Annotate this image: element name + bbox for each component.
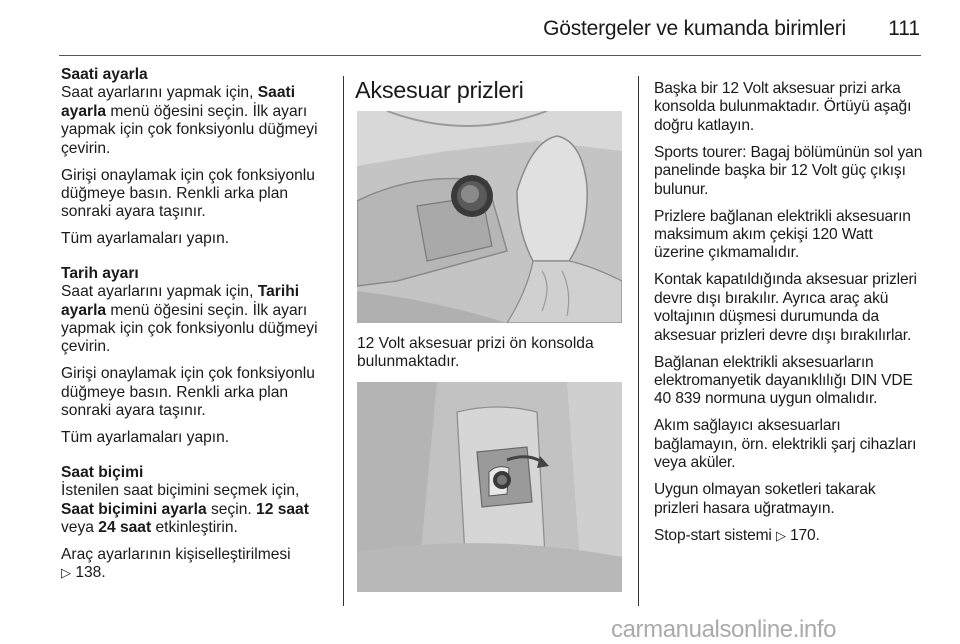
figure-rear-socket	[357, 382, 622, 592]
tarih-ayari-block	[61, 265, 331, 357]
paragraph: Prizlere bağlanan elektrikli aksesuarın maksimum akım çekişi 120 Watt üzerine çıkmamalıdır.	[654, 207, 911, 262]
option-term: 24 saat	[98, 518, 152, 536]
saati-ayarla-heading: Saati ayarla	[61, 66, 148, 83]
text: etkinleştirin.	[151, 518, 238, 536]
cross-reference	[654, 527, 924, 546]
page-reference-arrow-icon: ▷	[61, 566, 71, 582]
figure-front-socket	[357, 111, 622, 323]
paragraph: Tüm ayarlamaları yapın.	[61, 429, 230, 447]
paragraph: Uygun olmayan soketleri takarak prizleri hasara uğratmayın.	[654, 481, 876, 517]
header-divider	[59, 55, 921, 56]
text: seçin.	[206, 500, 257, 518]
page-header-title: Göstergeler ve kumanda birimleri	[543, 17, 846, 40]
tarih-ayari-heading: Tarih ayarı	[61, 264, 139, 282]
watermark: carmanualsonline.info	[611, 616, 837, 643]
column-left	[61, 66, 331, 592]
menu-term: Saat biçimini ayarla	[61, 500, 207, 518]
paragraph: Kontak kapatıldığında aksesuar prizleri devre dışı bırakılır. Ayrıca araç akü voltajının düşmesi durumunda da aksesuar prizleri devre dışı bırakılırlar.	[654, 271, 917, 344]
column-right	[654, 80, 924, 555]
paragraph: Akım sağlayıcı aksesuarları bağlamayın, örn. elektrikli şarj cihazları veya aküler.	[654, 417, 917, 472]
column-divider-1	[343, 76, 344, 606]
column-divider-2	[638, 76, 639, 606]
figure-caption: 12 Volt aksesuar prizi ön konsolda bulunmaktadır.	[357, 335, 594, 371]
saat-bicimi-heading: Saat biçimi	[61, 463, 144, 481]
saat-bicimi-block	[61, 464, 331, 538]
front-socket-illustration	[357, 111, 622, 323]
page-reference-arrow-icon: ▷	[775, 528, 786, 544]
paragraph: Girişi onaylamak için çok fonksiyonlu düğmeye basın. Renkli arka plan sonraki ayara taşınır.	[61, 365, 315, 420]
paragraph: Sports tourer: Bagaj bölümünün sol yan panelinde başka bir 12 Volt güç çıkışı bulunur.	[654, 143, 923, 198]
text: Saat ayarlarını yapmak için,	[61, 84, 258, 102]
menu-term: Tarihi ayarla	[61, 283, 300, 319]
page-reference[interactable]: 138.	[71, 564, 106, 582]
option-term: 12 saat	[256, 500, 309, 518]
text: Araç ayarlarının kişiselleştirilmesi	[61, 545, 291, 563]
saati-ayarla-block	[61, 66, 331, 158]
cross-reference	[61, 546, 331, 584]
page-reference[interactable]: 170.	[785, 526, 820, 544]
menu-term: Saati ayarla	[61, 84, 296, 120]
rear-socket-illustration	[357, 382, 622, 592]
text: menü öğesini seçin. İlk ayarı yapmak için çok fonksiyonlu düğmeyi çevirin.	[61, 301, 318, 356]
paragraph: Bağlanan elektrikli aksesuarların elektromanyetik dayanıklılığı DIN VDE 40 839 normuna uygun olmalıdır.	[654, 353, 913, 408]
text: Stop-start sistemi	[654, 526, 772, 544]
text: İstenilen saat biçimini seçmek için,	[61, 482, 300, 500]
page-number: 111	[888, 17, 920, 40]
text: veya	[61, 518, 99, 536]
paragraph: Tüm ayarlamaları yapın.	[61, 230, 230, 248]
text: menü öğesini seçin. İlk ayarı yapmak için çok fonksiyonlu düğmeyi çevirin.	[61, 102, 318, 157]
section-title: Aksesuar prizleri	[355, 77, 524, 103]
column-middle	[355, 66, 623, 114]
text: Saat ayarlarını yapmak için,	[61, 283, 258, 301]
paragraph: Başka bir 12 Volt aksesuar prizi arka konsolda bulunmaktadır. Örtüyü aşağı doğru katlayın.	[654, 80, 912, 134]
paragraph: Girişi onaylamak için çok fonksiyonlu düğmeye basın. Renkli arka plan sonraki ayara taşınır.	[61, 166, 315, 221]
